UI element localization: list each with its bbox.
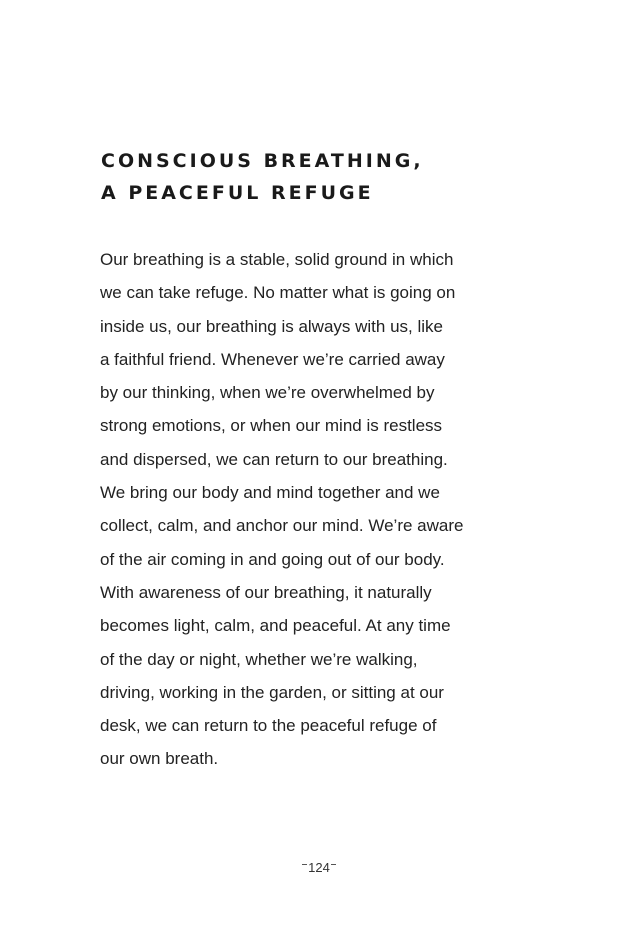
page-number-text: 124 [308,860,330,875]
paragraph-line: With awareness of our breathing, it naturally [100,582,432,602]
chapter-heading [101,145,424,209]
paragraph-line: our own breath. [100,749,219,769]
paragraph-line: by our thinking, when we’re overwhelmed by [100,383,435,403]
paragraph-line: becomes light, calm, and peaceful. At any time [100,616,451,636]
folio-dash-right [331,864,336,865]
heading-line-1: CONSCIOUS BREATHING, [101,150,424,172]
paragraph-line: We bring our body and mind together and we [100,483,440,503]
paragraph-line: Our breathing is a stable, solid ground in which [100,250,454,269]
paragraph-line: desk, we can return to the peaceful refuge of [100,716,437,736]
paragraph-line: inside us, our breathing is always with us, like [100,316,443,336]
body-paragraph [100,243,540,776]
folio-dash-left [302,864,307,865]
paragraph-line: of the air coming in and going out of our body. [100,549,445,569]
heading-line-2: A PEACEFUL REFUGE [101,182,374,204]
paragraph-line: collect, calm, and anchor our mind. We’re aware [100,516,464,536]
paragraph-line: of the day or night, whether we’re walking, [100,649,418,669]
page-number [0,860,638,875]
paragraph-line: a faithful friend. Whenever we’re carried away [100,349,445,369]
paragraph-line: strong emotions, or when our mind is restless [100,416,443,436]
paragraph-line: and dispersed, we can return to our breathing. [100,449,448,469]
paragraph-line: we can take refuge. No matter what is going on [100,283,456,303]
paragraph-line: driving, working in the garden, or sitting at our [100,682,444,702]
